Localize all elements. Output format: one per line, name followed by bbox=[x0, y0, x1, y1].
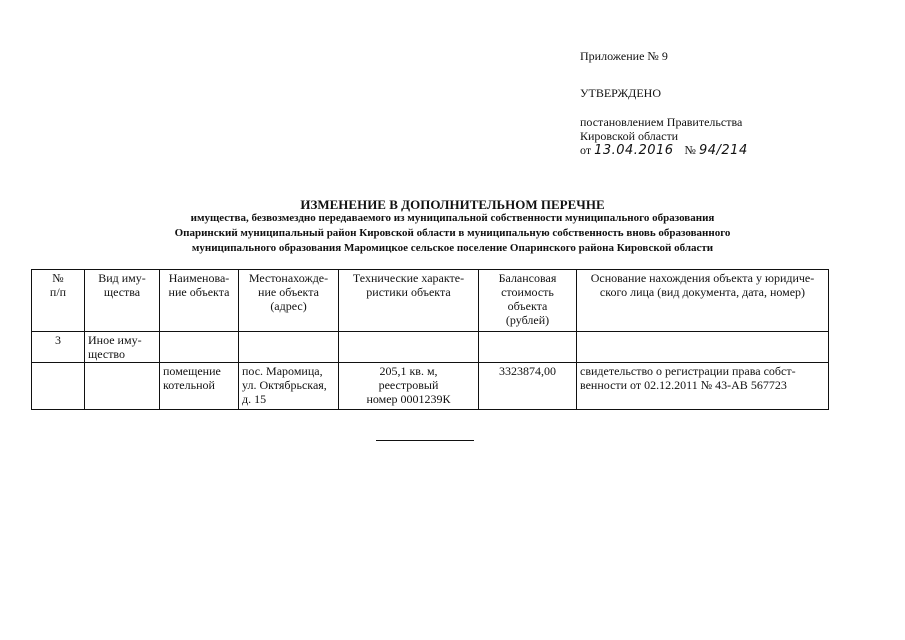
subtitle-line-3: муниципального образования Маромицкое сельское поселение Опаринского района Кировской области bbox=[191, 242, 714, 254]
cell-object-name: помещение котельной bbox=[160, 363, 239, 410]
header-object-name: Наименова- ние объекта bbox=[160, 270, 239, 332]
cell-balance-value bbox=[479, 332, 577, 363]
cell-balance-value: 3323874,00 bbox=[479, 363, 577, 410]
cell-legal-basis bbox=[577, 332, 829, 363]
approved-label: УТВЕРЖДЕНО bbox=[580, 86, 662, 100]
cell-specifications bbox=[339, 332, 479, 363]
header-property-type: Вид иму- щества bbox=[85, 270, 160, 332]
decree-line-1: постановлением Правительства bbox=[580, 115, 743, 129]
decree-number: 94/214 bbox=[698, 143, 748, 158]
appendix-label: Приложение № 9 bbox=[580, 49, 668, 63]
document-title: ИЗМЕНЕНИЕ В ДОПОЛНИТЕЛЬНОМ ПЕРЕЧНЕ bbox=[300, 197, 605, 212]
subtitle-line-1: имущества, безвозмездно передаваемого из муниципальной собственности муниципального образования bbox=[190, 212, 715, 224]
header-specifications: Технические характе- ристики объекта bbox=[339, 270, 479, 332]
header-legal-basis: Основание нахождения объекта у юридиче- ского лица (вид документа, дата, номер) bbox=[577, 270, 829, 332]
cell-number bbox=[32, 363, 85, 410]
cell-object-name bbox=[160, 332, 239, 363]
subtitle-line-2: Опаринский муниципальный район Кировской области в муниципальную собственность вновь образованного bbox=[174, 227, 731, 239]
table-row bbox=[32, 332, 829, 363]
table-row bbox=[32, 363, 829, 410]
closing-divider bbox=[376, 440, 474, 441]
decree-date-line bbox=[580, 143, 748, 158]
table-header-row bbox=[32, 270, 829, 332]
header-balance-value: Балансовая стоимость объекта (рублей) bbox=[479, 270, 577, 332]
cell-number: 3 bbox=[32, 332, 85, 363]
header-location: Местонахожде- ние объекта (адрес) bbox=[239, 270, 339, 332]
cell-legal-basis: свидетельство о регистрации права собст- венности от 02.12.2011 № 43-АВ 567723 bbox=[577, 363, 829, 410]
cell-location bbox=[239, 332, 339, 363]
property-table bbox=[31, 269, 829, 410]
cell-property-type bbox=[85, 363, 160, 410]
header-number: № п/п bbox=[32, 270, 85, 332]
decree-line-2: Кировской области bbox=[580, 129, 679, 143]
decree-date: 13.04.2016 bbox=[594, 143, 674, 158]
number-prefix: № bbox=[684, 143, 696, 157]
cell-property-type: Иное иму- щество bbox=[85, 332, 160, 363]
date-prefix: от bbox=[580, 143, 592, 157]
cell-location: пос. Маромица, ул. Октябрьская, д. 15 bbox=[239, 363, 339, 410]
cell-specifications: 205,1 кв. м, реестровый номер 0001239К bbox=[339, 363, 479, 410]
